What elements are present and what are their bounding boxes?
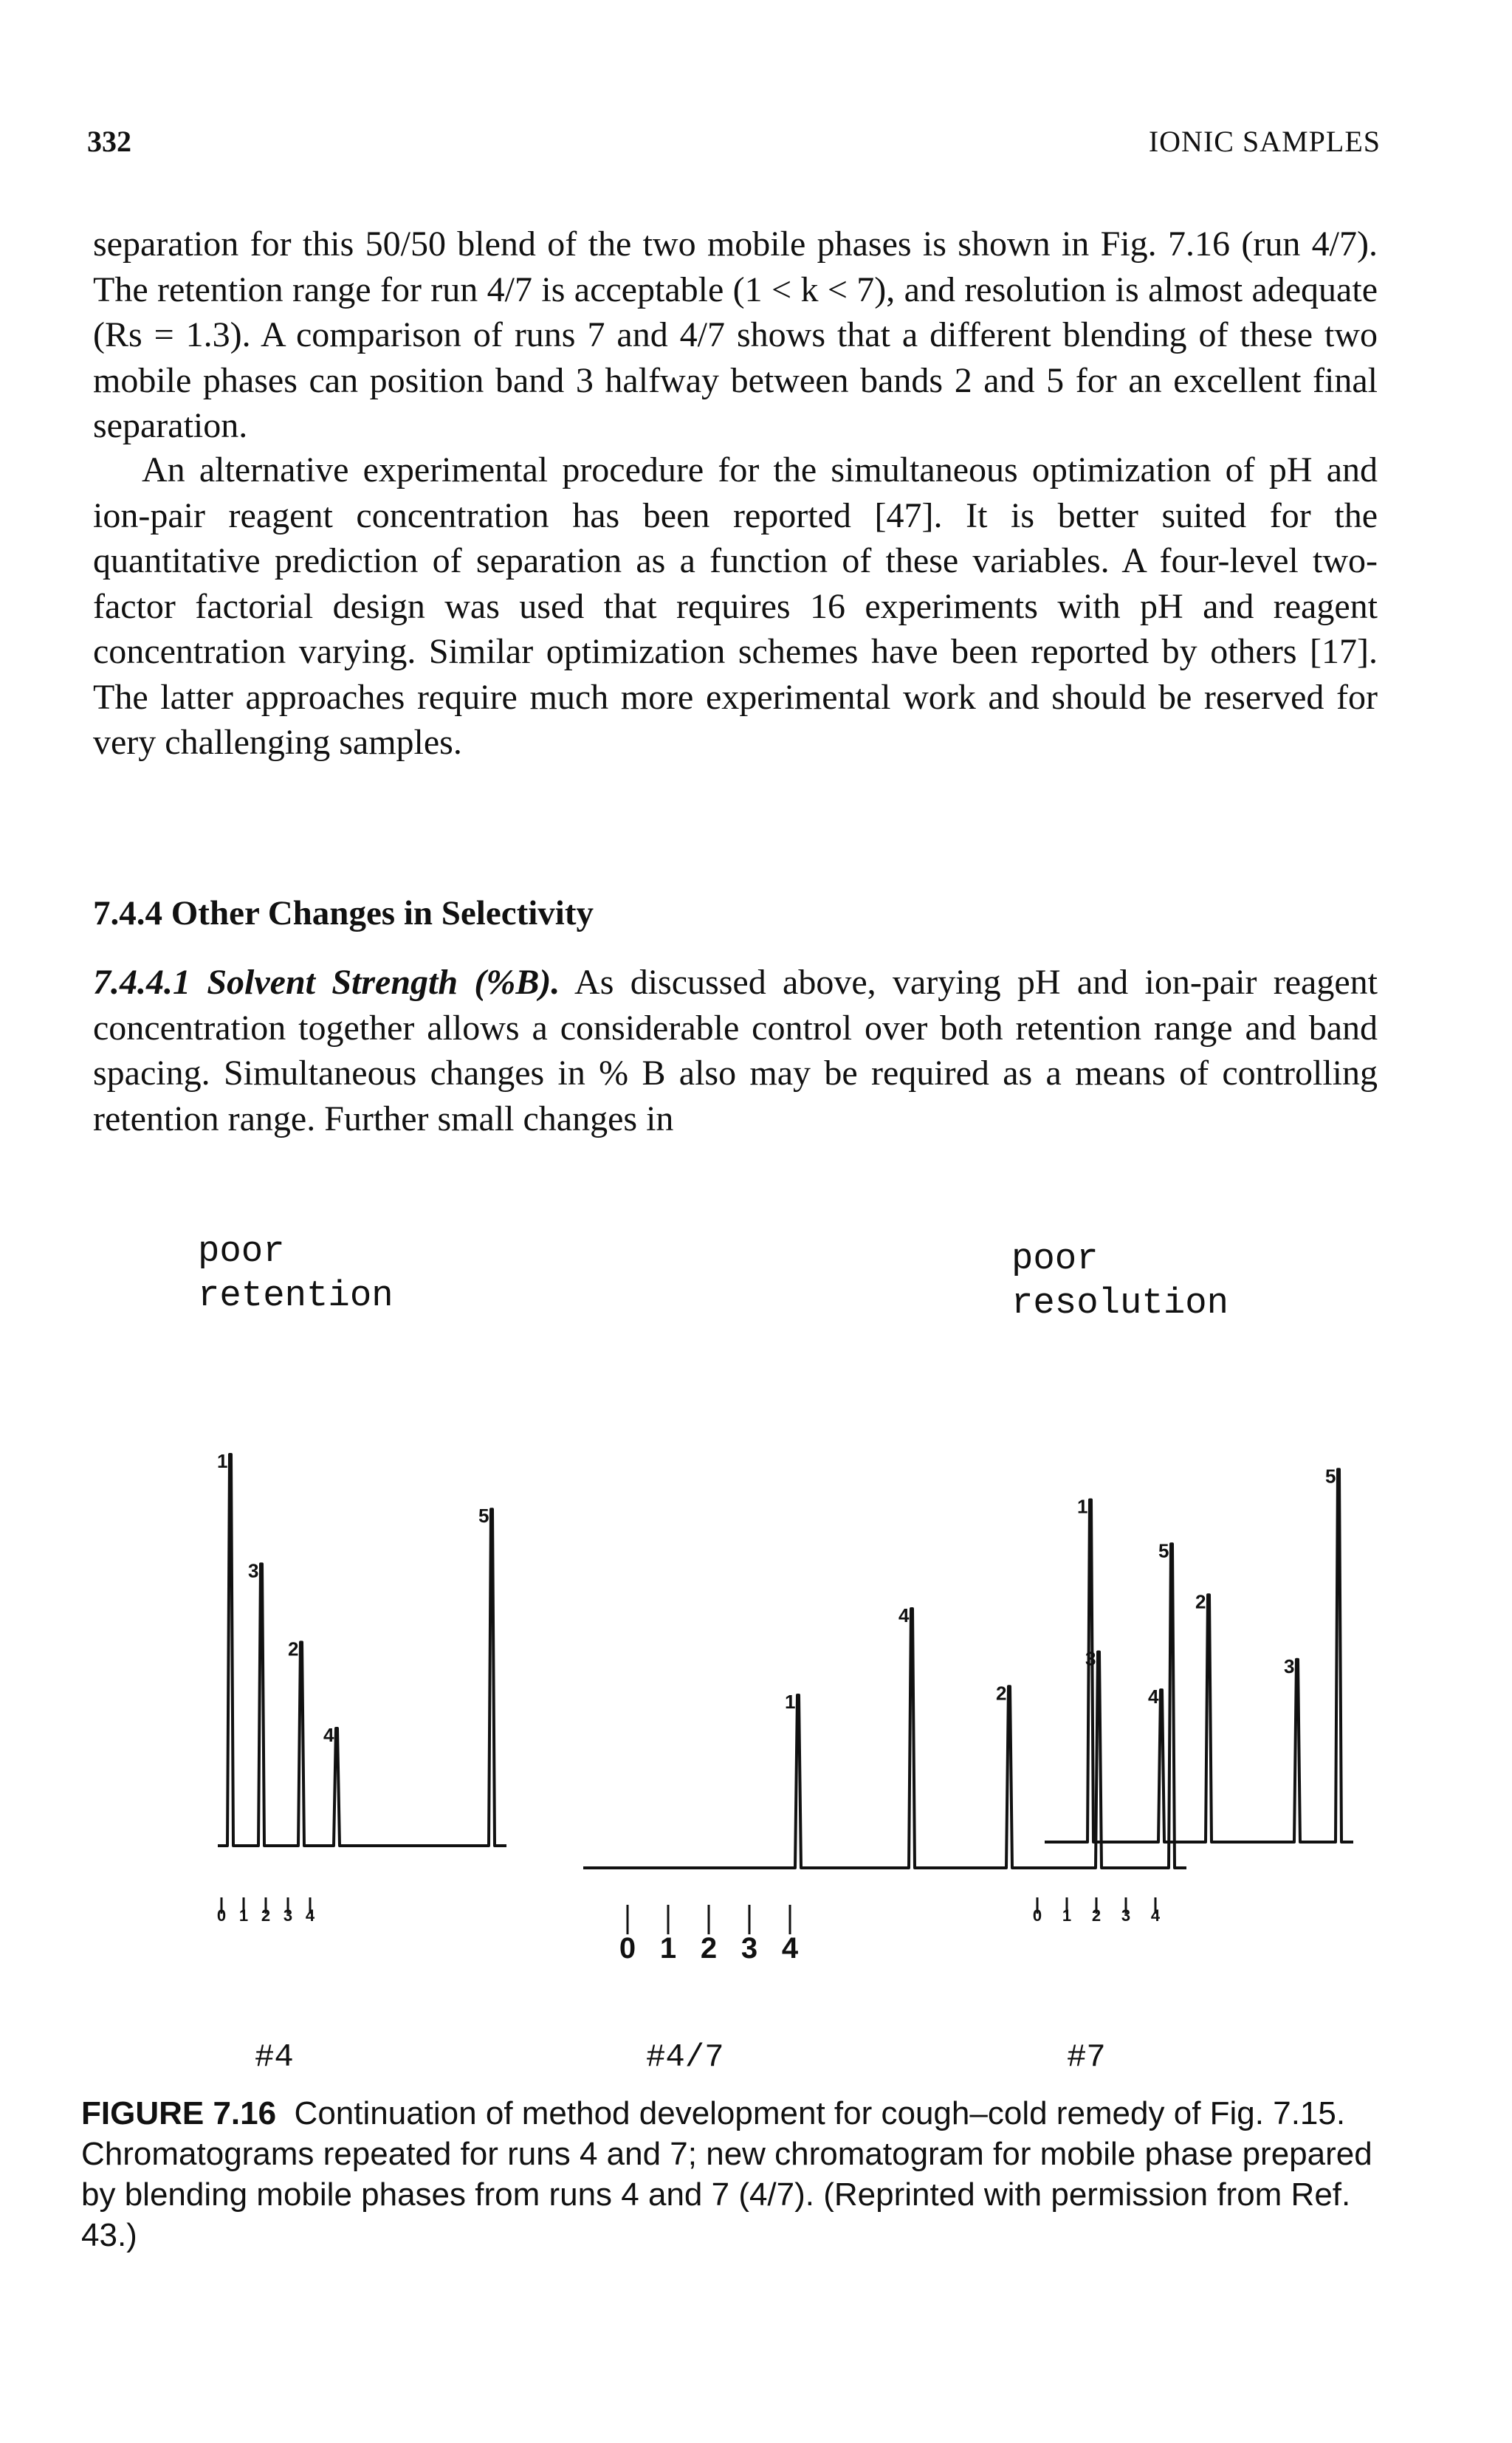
subsection-paragraph bbox=[93, 960, 1378, 1141]
peak-label: 1 bbox=[217, 1450, 228, 1472]
caption-text: Continuation of method development for cough–cold remedy of Fig. 7.15. Chromatograms repeated for runs 4 and 7; new chromatogram for mobile phase prepared by blending mobile phases from runs 4 and 7 (4/7). (Reprinted with permission from Ref. 43.) bbox=[81, 2095, 1372, 2253]
axis-tick-label: 0 bbox=[1032, 1906, 1042, 1925]
peak-label: 1 bbox=[785, 1691, 796, 1713]
axis-tick-label: 0 bbox=[216, 1906, 227, 1925]
peak-label: 5 bbox=[478, 1505, 489, 1528]
chromatogram-trace bbox=[1045, 1469, 1353, 1842]
axis-tick-label: 3 bbox=[1121, 1906, 1131, 1925]
run-label-7: #7 bbox=[1067, 2039, 1106, 2076]
peak-label: 2 bbox=[1195, 1590, 1206, 1613]
axis-tick-label: 1 bbox=[659, 1932, 677, 1965]
run-label-4: #4 bbox=[255, 2039, 294, 2076]
axis-tick-label: 2 bbox=[700, 1932, 718, 1965]
peak-label: 5 bbox=[1158, 1539, 1169, 1562]
peak-label: 2 bbox=[996, 1682, 1007, 1705]
axis-tick-label: 2 bbox=[261, 1906, 271, 1925]
figure-caption bbox=[81, 2093, 1381, 2255]
subsection-runin-heading: 7.4.4.1 Solvent Strength (%B). bbox=[93, 963, 560, 1002]
peak-label: 3 bbox=[1085, 1647, 1096, 1670]
running-head: IONIC SAMPLES bbox=[1148, 125, 1381, 158]
figure-label: FIGURE 7.16 bbox=[81, 2095, 277, 2131]
axis-tick-label: 4 bbox=[1150, 1906, 1161, 1925]
axis-tick-label: 3 bbox=[740, 1932, 758, 1965]
axis-tick-label: 1 bbox=[1062, 1906, 1072, 1925]
section-heading: 7.4.4 Other Changes in Selectivity bbox=[93, 894, 594, 932]
body-paragraph-1: separation for this 50/50 blend of the two mobile phases is shown in Fig. 7.16 (run 4/7). The retention range for run 4/7 is acceptable (1 < k < 7), and resolution is almost adequate (Rs = 1.3). A comparison of runs 7 and 4/7 shows that a different blending of these two mobile phases can position band 3 halfway between bands 2 and 5 for an excellent final separation. bbox=[93, 224, 1378, 445]
axis-tick-label: 4 bbox=[781, 1932, 799, 1965]
peak-label: 4 bbox=[898, 1604, 910, 1626]
label-poor-resolution: poor resolution bbox=[1011, 1238, 1229, 1324]
axis-tick-label: 2 bbox=[1091, 1906, 1102, 1925]
peak-label: 4 bbox=[323, 1724, 334, 1746]
peak-label: 1 bbox=[1077, 1495, 1088, 1518]
peak-label: 4 bbox=[1148, 1686, 1159, 1708]
peak-label: 2 bbox=[288, 1638, 299, 1660]
axis-tick-label: 0 bbox=[619, 1932, 636, 1965]
axis-tick-label: 1 bbox=[238, 1906, 249, 1925]
chromatogram-trace bbox=[218, 1454, 506, 1846]
peak-label: 5 bbox=[1325, 1465, 1336, 1488]
subsection-text: As discussed above, varying pH and ion-pair reagent concentration together allows a considerable control over both retention range and band spacing. Simultaneous changes in % B also may be required as a means of controlling retention range. Further small changes in bbox=[93, 963, 1378, 1138]
body-paragraph-2: An alternative experimental procedure for the simultaneous optimization of pH and ion-pair reagent concentration has been reported [47]. It is better suited for the quantitative prediction of separation as a function of these variables. A four-level two-factor factorial design was used that requires 16 experiments with pH and reagent concentration varying. Similar optimization schemes have been reported by others [17]. The latter approaches require much more experimental work and should be reserved for very challenging samples. bbox=[93, 450, 1378, 762]
chromatogram-trace bbox=[583, 1544, 1186, 1868]
peak-label: 3 bbox=[1284, 1655, 1295, 1677]
chromatogram-figure bbox=[0, 1388, 1512, 2038]
label-poor-retention: poor retention bbox=[198, 1231, 394, 1316]
run-label-4-7: #4/7 bbox=[646, 2039, 724, 2076]
axis-tick-label: 4 bbox=[305, 1906, 315, 1925]
page-number: 332 bbox=[87, 125, 131, 158]
peak-label: 3 bbox=[248, 1559, 259, 1582]
axis-tick-label: 3 bbox=[283, 1906, 293, 1925]
